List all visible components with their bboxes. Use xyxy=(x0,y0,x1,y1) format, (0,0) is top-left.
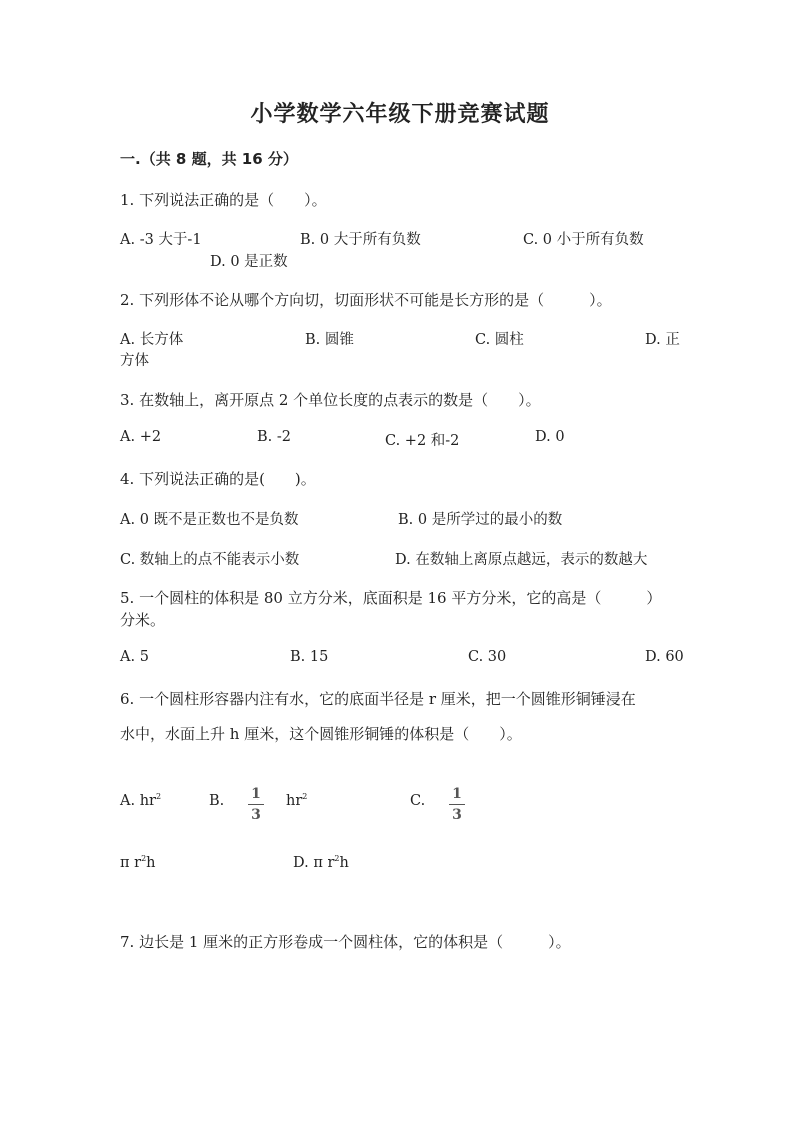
question-4-stem: 4. 下列说法正确的是( )。 xyxy=(120,470,316,488)
question-6-stem: 6. 一个圆柱形容器内注有水，它的底面半径是 r 厘米，把一个圆锥形铜锤浸在 xyxy=(120,690,636,708)
question-3-stem: 3. 在数轴上，离开原点 2 个单位长度的点表示的数是（ ）。 xyxy=(120,391,541,409)
question-3-option-c: C. +2 和-2 xyxy=(385,433,460,449)
question-4-option-a: A. 0 既不是正数也不是负数 xyxy=(120,512,299,528)
question-4-option-b: B. 0 是所学过的最小的数 xyxy=(398,512,563,528)
question-2-option-b: B. 圆锥 xyxy=(305,332,354,348)
question-6-option-d: D. π $r^2h$ xyxy=(293,854,349,871)
question-6-option-b-label: B. xyxy=(209,793,225,809)
question-5-option-b: B. 15 xyxy=(290,649,329,665)
question-1-option-d: D. 0 是正数 xyxy=(210,254,288,270)
question-4-option-c: C. 数轴上的点不能表示小数 xyxy=(120,552,300,568)
question-6-option-c-label: C. xyxy=(410,793,426,809)
question-2-option-c: C. 圆柱 xyxy=(475,332,524,348)
section-heading: 一.（共 8 题，共 16 分） xyxy=(120,150,298,168)
question-5-option-d: D. 60 xyxy=(645,649,684,665)
question-1-option-c: C. 0 小于所有负数 xyxy=(523,232,644,248)
question-3-option-a: A. +2 xyxy=(120,429,162,445)
question-1-option-a: A. -3 大于-1 xyxy=(120,232,202,248)
question-2-option-d-wrap: 方体 xyxy=(120,353,149,369)
question-3-option-d: D. 0 xyxy=(535,429,565,445)
question-5-option-c: C. 30 xyxy=(468,649,507,665)
question-2-stem: 2. 下列形体不论从哪个方向切，切面形状不可能是长方形的是（ ）。 xyxy=(120,291,612,309)
question-6-option-c-text: π $r^2h$ xyxy=(120,854,156,871)
page-title: 小学数学六年级下册竞赛试题 xyxy=(250,102,550,127)
question-6-option-a: A. $hr^2$ xyxy=(120,792,162,809)
question-1-option-b: B. 0 大于所有负数 xyxy=(300,232,421,248)
question-6-option-b-text: $hr^2$ xyxy=(286,792,308,809)
question-6-option-c-fraction: 1 3 xyxy=(449,785,465,824)
question-1-stem: 1. 下列说法正确的是（ ）。 xyxy=(120,191,327,209)
question-5-stem-wrap: 分米。 xyxy=(120,611,166,629)
question-6-option-b-fraction: 1 3 xyxy=(248,785,264,824)
question-5-stem: 5. 一个圆柱的体积是 80 立方分米，底面积是 16 平方分米，它的高是（ ） xyxy=(120,589,662,607)
question-2-option-a: A. 长方体 xyxy=(120,332,184,348)
question-3-option-b: B. -2 xyxy=(257,429,291,445)
question-7-stem: 7. 边长是 1 厘米的正方形卷成一个圆柱体，它的体积是（ ）。 xyxy=(120,933,571,951)
question-5-option-a: A. 5 xyxy=(120,649,149,665)
question-6-stem-wrap: 水中，水面上升 h 厘米，这个圆锥形铜锤的体积是（ ）。 xyxy=(120,725,522,743)
question-2-option-d: D. 正 xyxy=(645,332,680,348)
question-4-option-d: D. 在数轴上离原点越远，表示的数越大 xyxy=(395,552,648,568)
